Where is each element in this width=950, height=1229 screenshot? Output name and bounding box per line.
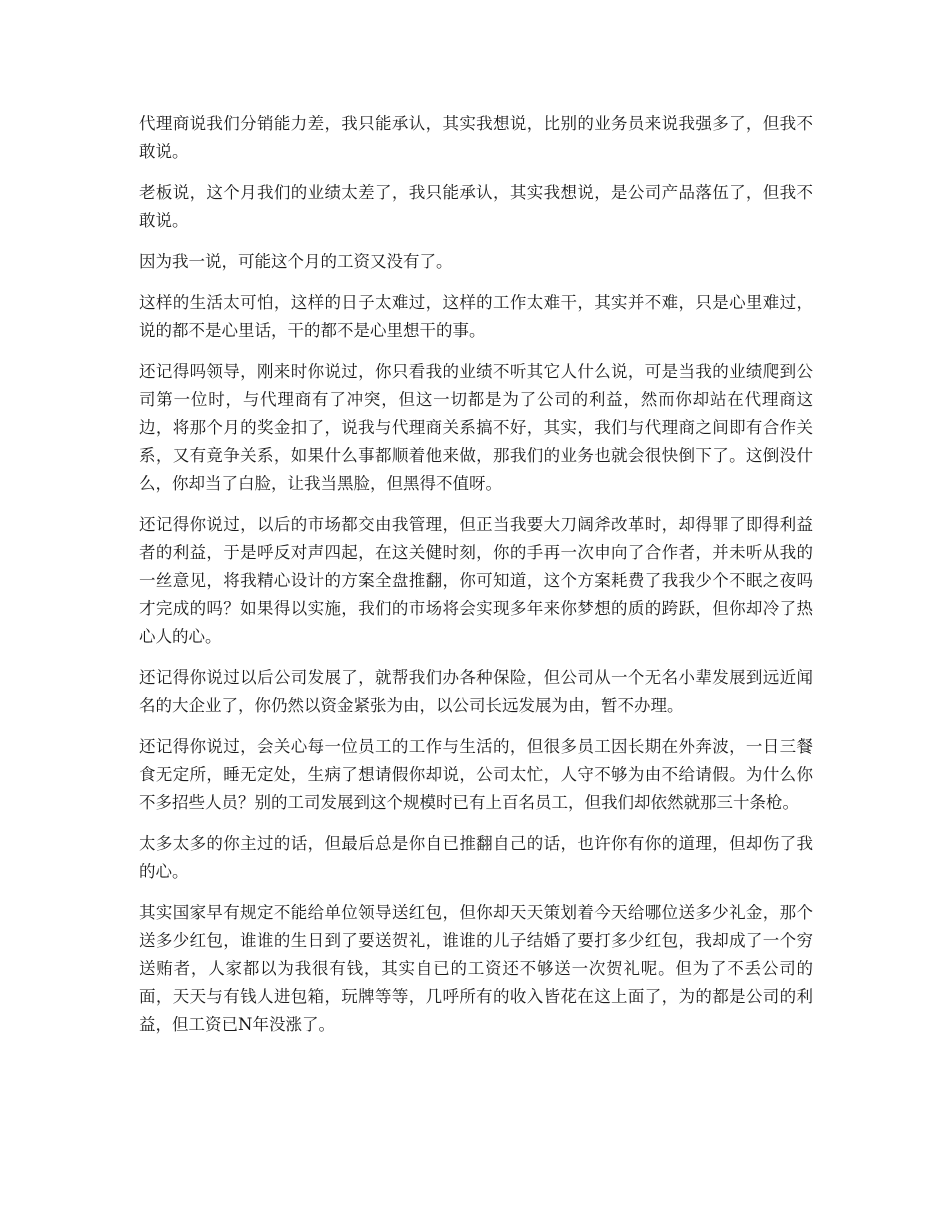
paragraph-6: 还记得你说过，以后的市场都交由我管理，但正当我要大刀阔斧改革时，却得罪了即得利益者的利益，于是呼反对声四起，在这关健时刻，你的手再一次申向了合作者，并未听从我的一丝意见，将我精心设计的方案全盘推翻，你可知道，这个方案耗费了我我少个不眠之夜吗才完成的吗？如果得以实施，我们的市场将会实现多年来你梦想的质的跨跃，但你却冷了热心人的心。 bbox=[139, 515, 813, 646]
paragraph-10: 其实国家早有规定不能给单位领导送红包，但你却天天策划着今天给哪位送多少礼金，那个送多少红包，谁谁的生日到了要送贺礼，谁谁的儿子结婚了要打多少红包，我却成了一个穷送贿者，人家都以为我很有钱，其实自已的工资还不够送一次贺礼呢。但为了不丢公司的面，天天与有钱人进包箱，玩牌等等，几呼所有的收入皆花在这上面了，为的都是公司的利益，但工资已N年没涨了。 bbox=[139, 903, 813, 1034]
paragraph-5: 还记得吗领导，刚来时你说过，你只看我的业绩不听其它人什么说，可是当我的业绩爬到公司第一位时，与代理商有了冲突，但这一切都是为了公司的利益，然而你却站在代理商这边，将那个月的奖金扣了，说我与代理商关系搞不好，其实，我们与代理商之间即有合作关系，又有竟争关系，如果什么事都顺着他来做，那我们的业务也就会很快倒下了。这倒没什么，你却当了白脸，让我当黑脸，但黑得不值呀。 bbox=[139, 362, 813, 493]
paragraph-3: 因为我一说，可能这个月的工资又没有了。 bbox=[139, 252, 453, 271]
paragraph-1: 代理商说我们分销能力差，我只能承认，其实我想说，比别的业务员来说我强多了，但我不敢说。 bbox=[139, 114, 813, 161]
paragraph-4: 这样的生活太可怕，这样的日子太难过，这样的工作太难干，其实并不难，只是心里难过，说的都不是心里话，干的都不是心里想干的事。 bbox=[139, 293, 813, 340]
paragraph-7: 还记得你说过以后公司发展了，就帮我们办各种保险，但公司从一个无名小辈发展到远近闻名的大企业了，你仍然以资金紧张为由，以公司长远发展为由，暂不办理。 bbox=[139, 668, 813, 715]
paragraph-8: 还记得你说过，会关心每一位员工的工作与生活的，但很多员工因长期在外奔波，一日三餐食无定所，睡无定处，生病了想请假你却说，公司太忙，人守不够为由不给请假。为什么你不多招些人员？别的工司发展到这个规模时已有上百名员工，但我们却依然就那三十条枪。 bbox=[139, 737, 813, 812]
paragraph-2: 老板说，这个月我们的业绩太差了，我只能承认，其实我想说，是公司产品落伍了，但我不敢说。 bbox=[139, 183, 813, 230]
document-body bbox=[139, 110, 813, 1052]
paragraph-9: 太多太多的你主过的话，但最后总是你自已推翻自己的话，也许你有你的道理，但却伤了我的心。 bbox=[139, 834, 813, 881]
